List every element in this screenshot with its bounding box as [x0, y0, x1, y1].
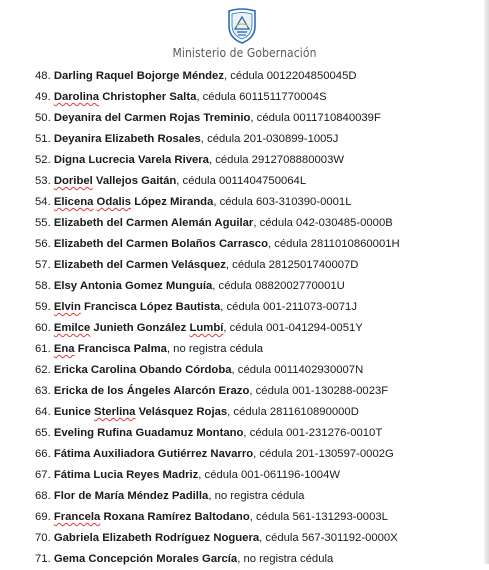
person-name: Deyanira del Carmen Rojas Treminio: [53, 112, 251, 124]
item-number: 65.: [35, 427, 54, 439]
person-name: Fátima Auxiliadora Gutiérrez Navarro: [53, 448, 254, 460]
list-item: [35, 549, 400, 570]
list-item: [35, 150, 400, 171]
person-name: Ericka de los Ángeles Alarcón Erazo: [53, 385, 250, 397]
item-number: 62.: [35, 364, 54, 376]
id-detail: , no registra cédula: [237, 553, 334, 565]
document-header: [0, 6, 489, 62]
item-number: 51.: [35, 133, 54, 145]
item-number: 49.: [35, 91, 54, 103]
person-name: Elizabeth del Carmen Bolaños Carrasco: [53, 238, 268, 250]
item-number: 64.: [35, 406, 54, 418]
person-name: Eveling Rufina Guadamuz Montano: [53, 427, 244, 439]
page-edge-shadow: [484, 0, 489, 564]
id-detail: , cédula 2811610890000D: [227, 406, 359, 418]
list-item: [35, 423, 400, 444]
id-detail: , cédula 201-030899-1005J: [200, 133, 339, 145]
id-detail: , cédula 001-041294-0051Y: [223, 322, 363, 334]
item-number: 69.: [35, 511, 54, 523]
list-item: [35, 381, 400, 402]
list-item: [35, 255, 400, 276]
person-name: Darling Raquel Bojorge Méndez: [53, 70, 224, 82]
item-number: 55.: [35, 217, 54, 229]
list-item: [35, 129, 400, 150]
item-number: 66.: [35, 448, 54, 460]
id-detail: , no registra cédula: [166, 343, 263, 355]
item-number: 68.: [35, 490, 54, 502]
person-name: Elsy Antonia Gomez Munguía: [53, 280, 213, 292]
item-number: 57.: [35, 259, 54, 271]
list-item: [35, 213, 400, 234]
person-name: Gabriela Elizabeth Rodríguez Noguera: [53, 532, 260, 544]
person-name: Francela Roxana Ramírez Baltodano: [53, 511, 250, 523]
person-name: Deyanira Elizabeth Rosales: [53, 133, 201, 145]
item-number: 48.: [35, 70, 54, 82]
person-name: Elvin Francisca López Bautista: [53, 301, 221, 313]
list-item: [35, 276, 400, 297]
id-detail: , cédula 0011402930007N: [231, 364, 364, 376]
list-item: [35, 444, 400, 465]
ministry-title: Ministerio de Gobernación: [172, 46, 317, 60]
item-number: 50.: [35, 112, 54, 124]
person-name: Flor de María Méndez Padilla: [53, 490, 209, 502]
id-detail: , cédula 0011710840039F: [250, 112, 381, 124]
item-number: 58.: [35, 280, 54, 292]
item-number: 53.: [35, 175, 54, 187]
list-item: [35, 507, 400, 528]
person-name: Elizabeth del Carmen Velásquez: [53, 259, 226, 271]
list-item: [35, 234, 400, 255]
list-item: [35, 486, 400, 507]
item-number: 59.: [35, 301, 54, 313]
id-detail: , cédula 0012204850045D: [223, 70, 357, 82]
list-item: [35, 465, 400, 486]
id-detail: , cédula 561-131293-0003L: [249, 511, 388, 523]
id-detail: , cédula 603-310390-0001L: [213, 196, 352, 208]
list-item: [35, 402, 400, 423]
list-item: [35, 360, 400, 381]
item-number: 52.: [35, 154, 54, 166]
item-number: 71.: [35, 553, 54, 565]
coat-of-arms-icon: [227, 8, 257, 44]
list-item: [35, 87, 400, 108]
person-name: Fátima Lucia Reyes Madriz: [53, 469, 199, 481]
person-name: Elicena Odalis López Miranda: [53, 196, 214, 208]
list-item: [35, 297, 400, 318]
id-detail: , cédula 001-130288-0023F: [249, 385, 389, 397]
item-number: 54.: [35, 196, 54, 208]
item-number: 63.: [35, 385, 54, 397]
id-detail: , cédula 201-130597-0002G: [253, 448, 394, 460]
person-name: Eunice Sterlina Velásquez Rojas: [53, 406, 228, 418]
list-item: [35, 318, 400, 339]
id-detail: , cédula 001-061196-1004W: [198, 469, 341, 481]
person-name: Elizabeth del Carmen Alemán Aguilar: [53, 217, 254, 229]
id-detail: , no registra cédula: [208, 490, 305, 502]
id-detail: , cédula 2912708880003W: [208, 154, 345, 166]
id-detail: , cédula 567-301192-0000X: [259, 532, 398, 544]
id-detail: , cédula 001-211073-0071J: [220, 301, 357, 313]
name-list: [35, 66, 400, 570]
person-name: Darolina Christopher Salta: [53, 91, 197, 103]
id-detail: , cédula 0011404750064L: [176, 175, 307, 187]
item-number: 56.: [35, 238, 54, 250]
item-number: 61.: [35, 343, 54, 355]
person-name: Gema Concepción Morales García: [53, 553, 238, 565]
item-number: 67.: [35, 469, 54, 481]
person-name: Doribel Vallejos Gaitán: [53, 175, 177, 187]
list-item: [35, 108, 400, 129]
list-item: [35, 528, 400, 549]
id-detail: , cédula 001-231276-0010T: [243, 427, 383, 439]
person-name: Ericka Carolina Obando Córdoba: [53, 364, 232, 376]
item-number: 60.: [35, 322, 54, 334]
person-name: Emilce Junieth González Lumbí: [53, 322, 224, 334]
list-item: [35, 66, 400, 87]
list-item: [35, 171, 400, 192]
person-name: Ena Francisca Palma: [53, 343, 167, 355]
id-detail: , cédula 042-030485-0000B: [253, 217, 393, 229]
item-number: 70.: [35, 532, 54, 544]
list-item: [35, 339, 400, 360]
id-detail: , cédula 6011511770004S: [196, 91, 327, 103]
id-detail: , cédula 2812501740007D: [225, 259, 359, 271]
id-detail: , cédula 2811010860001H: [267, 238, 400, 250]
id-detail: , cédula 0882002770001U: [212, 280, 345, 292]
list-item: [35, 192, 400, 213]
person-name: Digna Lucrecia Varela Rivera: [53, 154, 209, 166]
